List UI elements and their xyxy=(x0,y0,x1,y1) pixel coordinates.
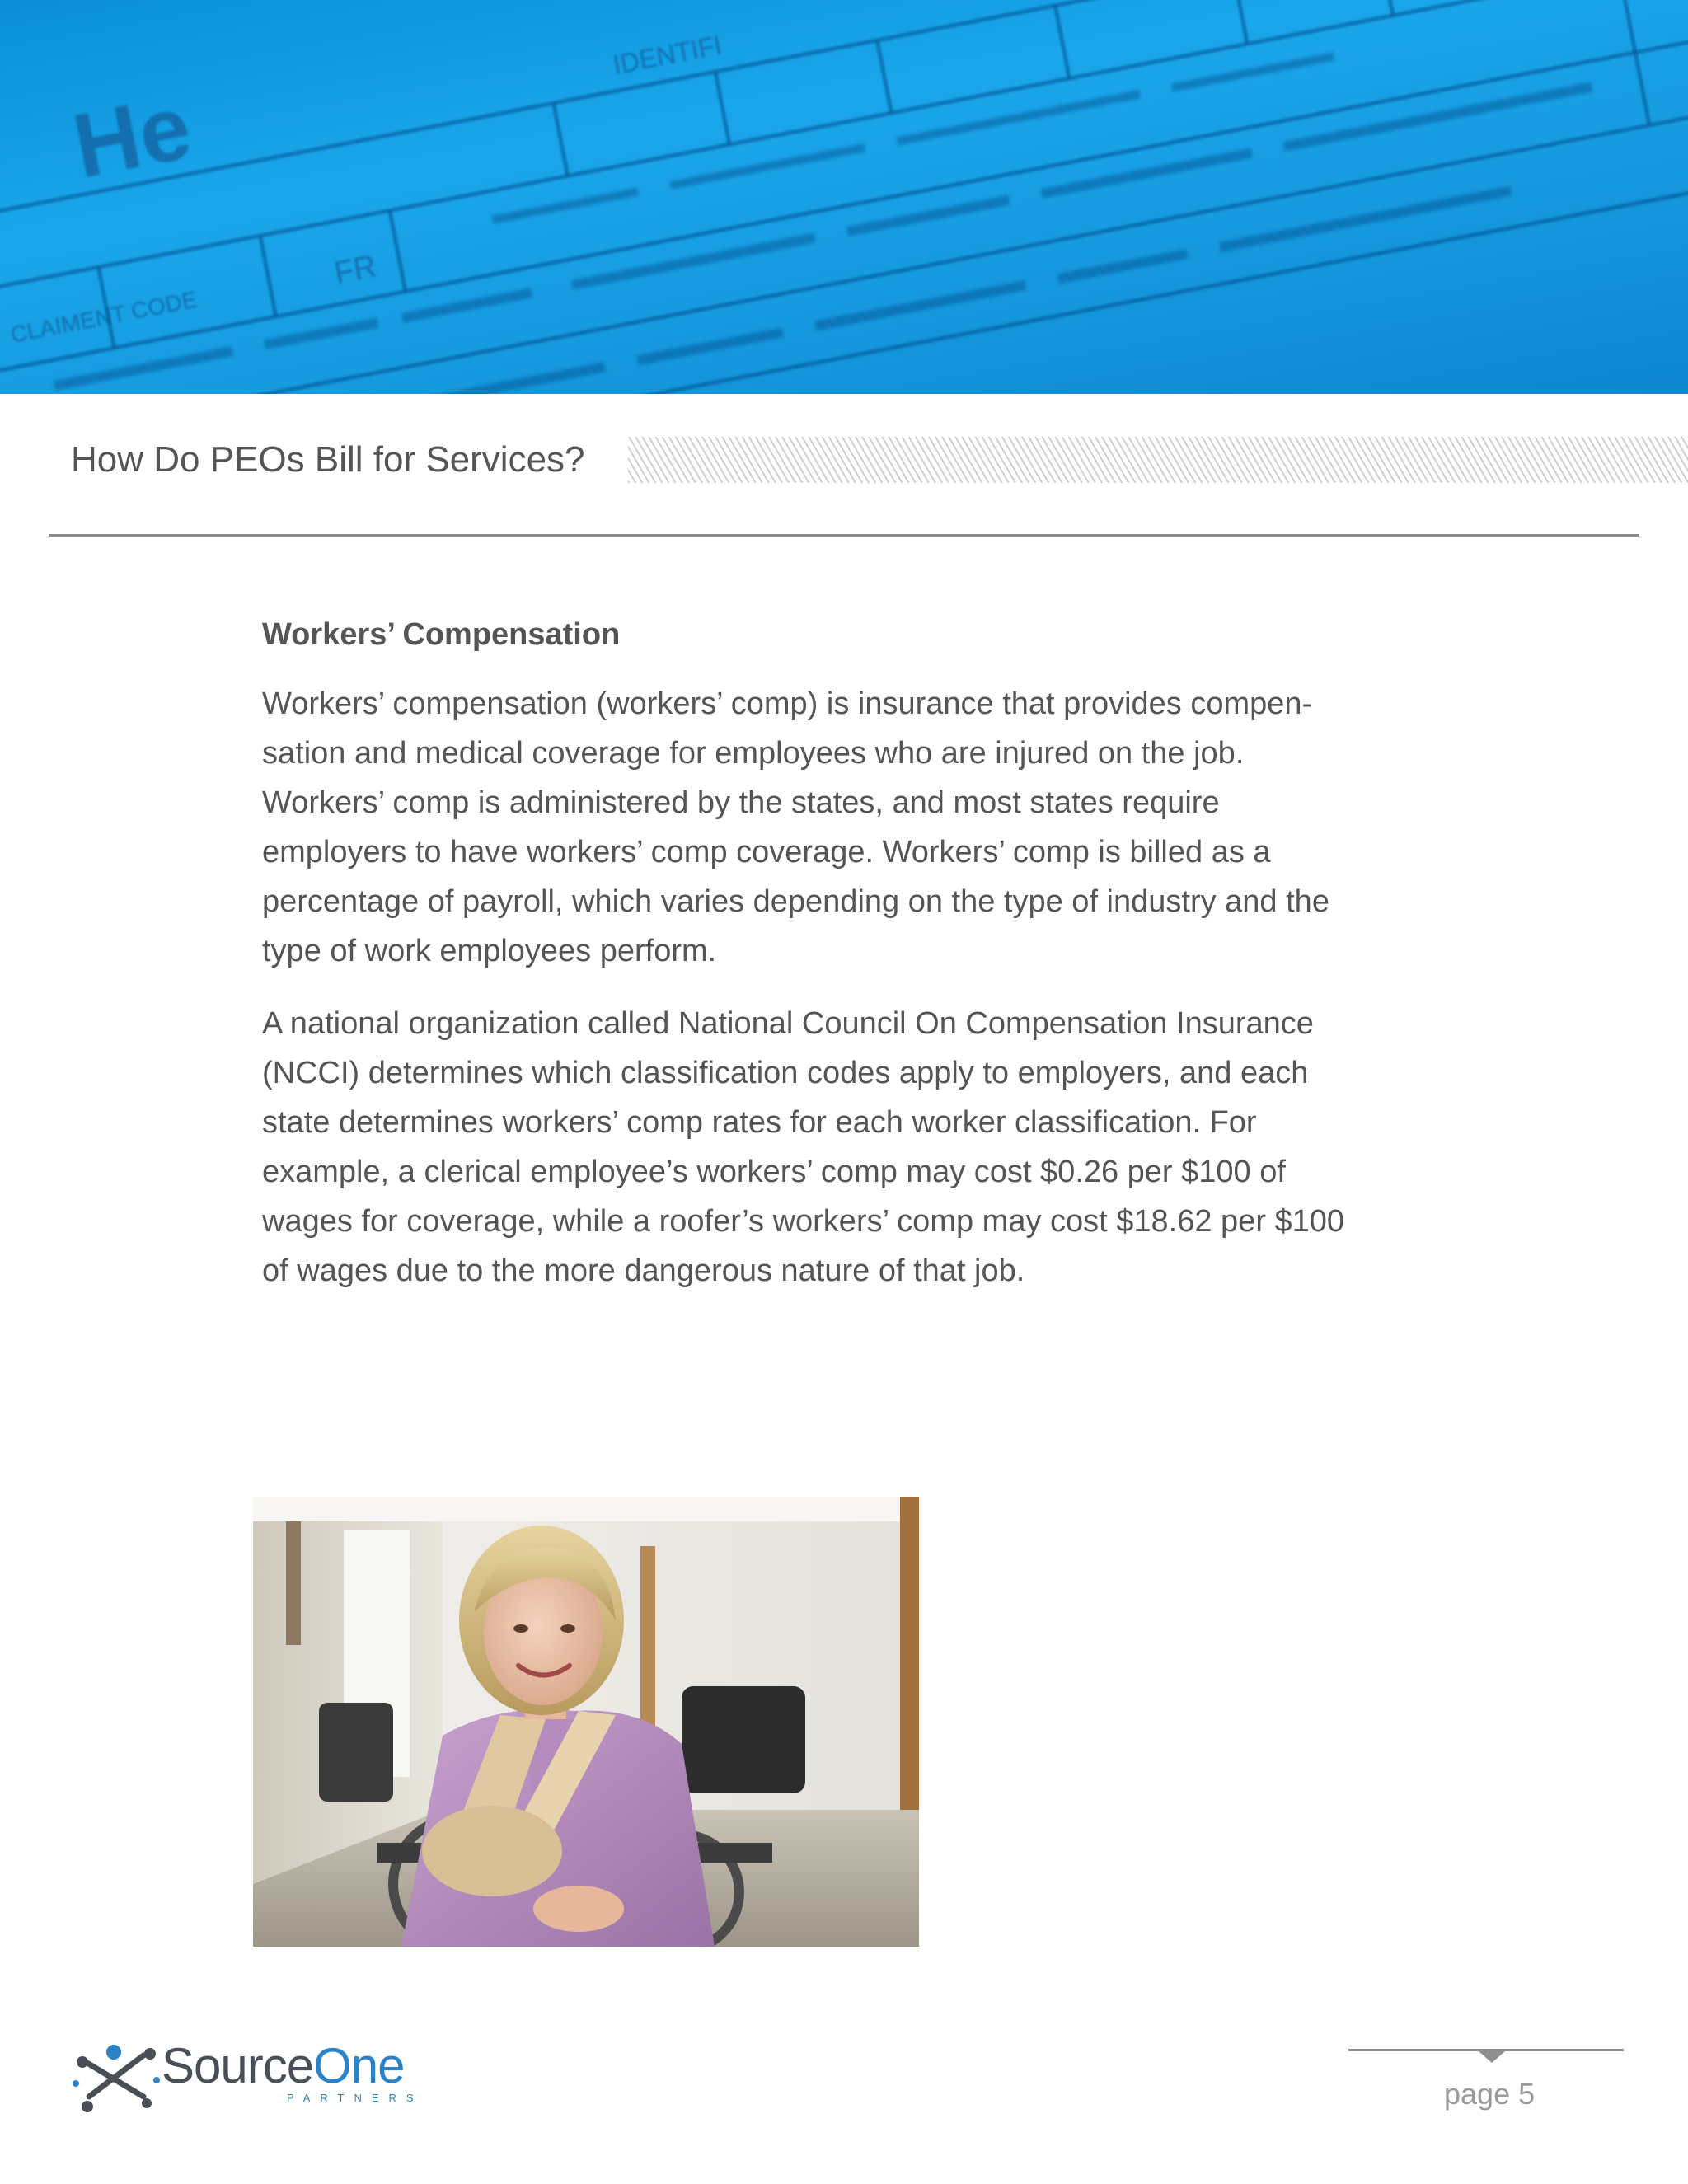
people-network-icon xyxy=(71,2037,162,2113)
logo-tagline: PARTNERS xyxy=(287,2092,424,2104)
banner-text-he: He xyxy=(65,76,199,198)
header-banner-image xyxy=(0,0,1688,394)
banner-text-claimant-code: CLAIMENT CODE xyxy=(8,286,199,348)
logo-wordmark-one: One xyxy=(313,2038,405,2093)
injured-worker-photo xyxy=(253,1497,919,1947)
banner-text-identifi: IDENTIFI xyxy=(610,30,724,81)
title-divider xyxy=(49,534,1639,537)
logo-wordmark xyxy=(162,2037,405,2095)
title-hatch-decoration xyxy=(628,437,1688,483)
article-paragraph-1: Workers’ compensation (workers’ comp) is insurance that provides compen-sation and medical coverage for employees who are injured on the job. Workers’ comp is administered by the states, and most states require employers to have workers’ comp coverage. Workers’ comp is billed as a percentage of payroll, which varies depending on the type of industry and the type of work employees perform. xyxy=(262,687,1329,968)
section-title: How Do PEOs Bill for Services? xyxy=(71,439,585,480)
logo-wordmark-source: Source xyxy=(162,2038,314,2093)
injured-worker-illustration xyxy=(253,1497,919,1947)
article-paragraph-2: A national organization called National Council On Compensation Insurance (NCCI) determines which classification codes apply to employers, and each state determines workers’ comp rates for each worker classification. For example, a clerical employee’s workers’ comp may cost $0.26 per $100 of wages for coverage, while a roofer’s workers’ comp may cost $18.62 per $100 of wages due to the more dangerous nature of that job. xyxy=(262,1006,1345,1288)
sourceone-logo xyxy=(71,2037,424,2113)
article-body xyxy=(262,612,1358,1319)
article-heading: Workers’ Compensation xyxy=(262,617,621,652)
banner-text-fr: FR xyxy=(331,249,380,292)
page-number: page 5 xyxy=(1444,2077,1536,2111)
claim-form-graphic xyxy=(0,0,1688,394)
page-number-notch-icon xyxy=(1479,2051,1505,2063)
